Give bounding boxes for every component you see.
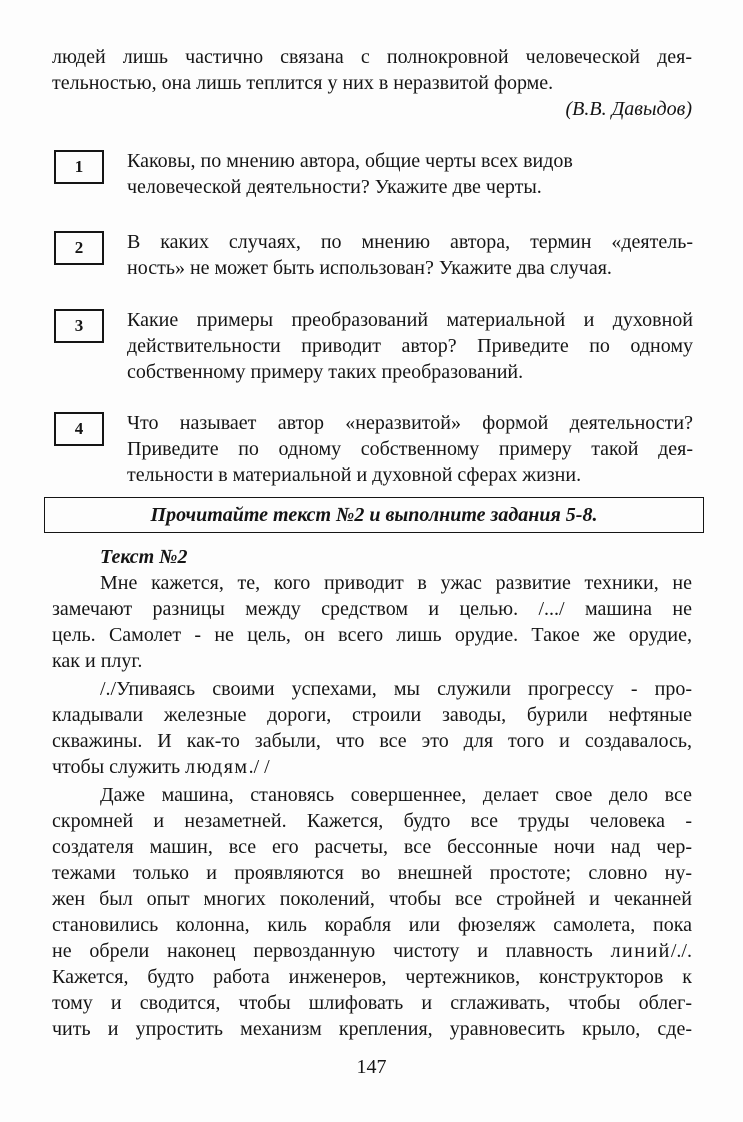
text-line: Каковы, по мнению автора, общие черты всех видов — [127, 150, 573, 172]
task-number-box: 2 — [54, 231, 104, 265]
text-line: замечают разницы между средством и целью. /.../ машина не — [52, 598, 692, 620]
paragraph-1 — [52, 570, 692, 674]
text-line: становились колонна, киль корабля или фюзеляж самолета, пока — [52, 914, 692, 936]
text-line: действительности приводит автор? Приведите по одному — [127, 335, 693, 357]
text-line: скважины. И как-то забыли, что все это для того и создавалось, — [52, 730, 692, 752]
text-line: людей лишь частично связана с полнокровной человеческой дея- — [52, 46, 692, 68]
text-line: собственному примеру таких преобразований. — [127, 361, 524, 383]
text-line: как и плуг. — [52, 650, 143, 672]
task-number-box: 3 — [54, 309, 104, 343]
text-line: жен был опыт многих поколений, чтобы все стройней и чеканней — [52, 888, 692, 910]
text-line: В каких случаях, по мнению автора, термин «деятель- — [127, 231, 693, 253]
text-line: цель. Самолет - не цель, он всего лишь орудие. Такое же орудие, — [52, 624, 692, 646]
task-question — [127, 229, 693, 281]
text-line: ность» не может быть использован? Укажите два случая. — [127, 257, 612, 279]
task-question — [127, 410, 693, 488]
text-line: тельности в материальной и духовной сферах жизни. — [127, 464, 582, 486]
text-line: тельностью, она лишь теплится у них в неразвитой форме. — [52, 72, 554, 94]
text-line: Даже машина, становясь совершеннее, делает свое дело все — [100, 784, 692, 806]
text-line: кладывали железные дороги, строили заводы, бурили нефтяные — [52, 704, 692, 726]
text-fragment: /./. — [670, 940, 692, 962]
task-question — [127, 148, 693, 200]
text-fragment: не обрели наконец первозданную чистоту и плавность — [52, 940, 593, 962]
task-question — [127, 307, 693, 385]
text-2 — [52, 544, 692, 1042]
text-line: Что называет автор «неразвитой» формой деятельности? — [127, 412, 693, 434]
text-line: скромней и незаметней. Кажется, будто все труды человека - — [52, 810, 692, 832]
text-line — [52, 938, 692, 964]
author-attribution: (В.В. Давыдов) — [565, 98, 692, 120]
spaced-word: людям — [185, 756, 249, 778]
spaced-word: линий — [610, 940, 671, 962]
text-line: Приведите по одному собственному примеру такой дея- — [127, 438, 693, 460]
text-line: /./Упиваясь своими успехами, мы служили прогрессу - про- — [100, 678, 692, 700]
text-line: Мне кажется, те, кого приводит в ужас развитие техники, не — [100, 572, 692, 594]
text-2-title: Текст №2 — [100, 546, 188, 568]
text-line: Кажется, будто работа инженеров, чертежников, конструкторов к — [52, 966, 692, 988]
text-line: Какие примеры преобразований материальной и духовной — [127, 309, 693, 331]
paragraph-2 — [52, 676, 692, 780]
text-line: тому и сводится, чтобы шлифовать и сглаживать, чтобы облег- — [52, 992, 692, 1014]
text-fragment: ./ / — [248, 756, 270, 778]
task-number-box: 1 — [54, 150, 104, 184]
text-fragment: чтобы служить — [52, 756, 181, 778]
page-number: 147 — [356, 1056, 387, 1078]
text-line — [52, 754, 692, 780]
text-line: создателя машин, все его расчеты, все бессонные ночи над чер- — [52, 836, 692, 858]
top-fragment — [52, 44, 692, 122]
paragraph-3 — [52, 782, 692, 1042]
text-line: тежами только и проявляются во внешней простоте; словно ну- — [52, 862, 692, 884]
text-line: чить и упростить механизм крепления, уравновесить крыло, сде- — [52, 1018, 692, 1040]
instruction-banner: Прочитайте текст №2 и выполните задания 5-8. — [44, 497, 704, 533]
text-line: человеческой деятельности? Укажите две черты. — [127, 176, 542, 198]
task-number-box: 4 — [54, 412, 104, 446]
